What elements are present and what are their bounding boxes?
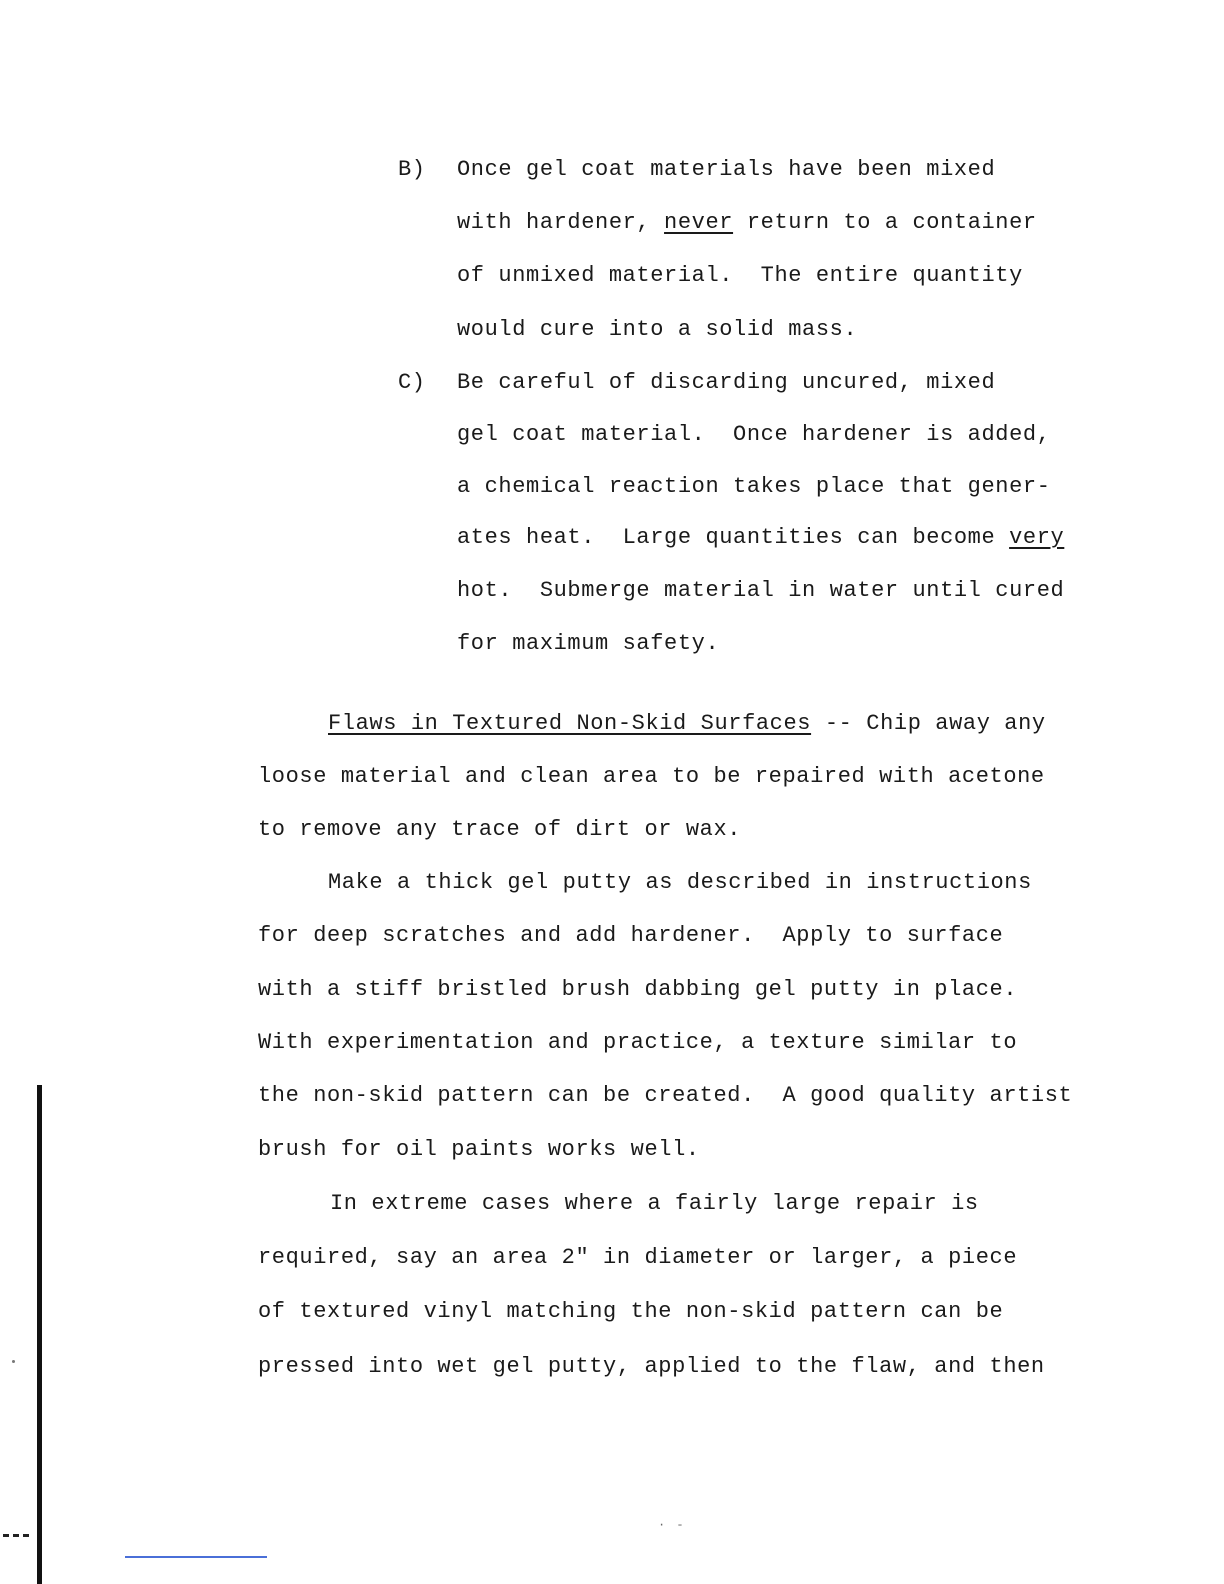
para2-line-2: for deep scratches and add hardener. Apply to surface bbox=[258, 923, 1004, 948]
margin-speck bbox=[12, 1360, 15, 1363]
emphasis-never: never bbox=[664, 210, 734, 235]
item-c-line-5: hot. Submerge material in water until cured bbox=[457, 578, 1065, 603]
item-c-line-1: Be careful of discarding uncured, mixed bbox=[457, 370, 996, 395]
item-c-marker: C) bbox=[398, 370, 426, 395]
footer-rule bbox=[125, 1556, 267, 1558]
item-b-line-1: Once gel coat materials have been mixed bbox=[457, 157, 996, 182]
section-heading: Flaws in Textured Non-Skid Surfaces bbox=[328, 711, 812, 736]
para3-line-1: In extreme cases where a fairly large repair is bbox=[330, 1191, 979, 1216]
para2-line-1: Make a thick gel putty as described in instructions bbox=[328, 870, 1032, 895]
item-b-line-3: of unmixed material. The entire quantity bbox=[457, 263, 1023, 288]
item-b-line-2-start: with hardener, bbox=[457, 210, 665, 235]
para1-line-1: loose material and clean area to be repaired with acetone bbox=[258, 764, 1045, 789]
item-b-marker: B) bbox=[398, 157, 426, 182]
emphasis-very: very bbox=[1009, 525, 1065, 550]
item-c-line-6: for maximum safety. bbox=[457, 631, 720, 656]
section-heading-tail: -- Chip away any bbox=[811, 711, 1046, 736]
item-c-line-2: gel coat material. Once hardener is added, bbox=[457, 422, 1051, 447]
footer-mark: · - bbox=[658, 1518, 686, 1532]
item-b-line-2 bbox=[457, 210, 1037, 236]
margin-change-bar bbox=[37, 1085, 42, 1584]
para2-line-3: with a stiff bristled brush dabbing gel putty in place. bbox=[258, 977, 1018, 1002]
para2-line-5: the non-skid pattern can be created. A good quality artist bbox=[258, 1083, 1073, 1108]
section-heading-line bbox=[328, 711, 1046, 737]
para3-line-4: pressed into wet gel putty, applied to the flaw, and then bbox=[258, 1354, 1045, 1379]
margin-dash-mark bbox=[3, 1534, 29, 1537]
item-c-line-4-start: ates heat. Large quantities can become bbox=[457, 525, 1010, 550]
para2-line-6: brush for oil paints works well. bbox=[258, 1137, 700, 1162]
item-c-line-3: a chemical reaction takes place that gener- bbox=[457, 474, 1051, 499]
item-c-line-4 bbox=[457, 525, 1064, 551]
item-b-line-2-end: return to a container bbox=[733, 210, 1037, 235]
para3-line-2: required, say an area 2" in diameter or larger, a piece bbox=[258, 1245, 1018, 1270]
para2-line-4: With experimentation and practice, a texture similar to bbox=[258, 1030, 1018, 1055]
para3-line-3: of textured vinyl matching the non-skid pattern can be bbox=[258, 1299, 1004, 1324]
para1-line-2: to remove any trace of dirt or wax. bbox=[258, 817, 742, 842]
item-b-line-4: would cure into a solid mass. bbox=[457, 317, 858, 342]
